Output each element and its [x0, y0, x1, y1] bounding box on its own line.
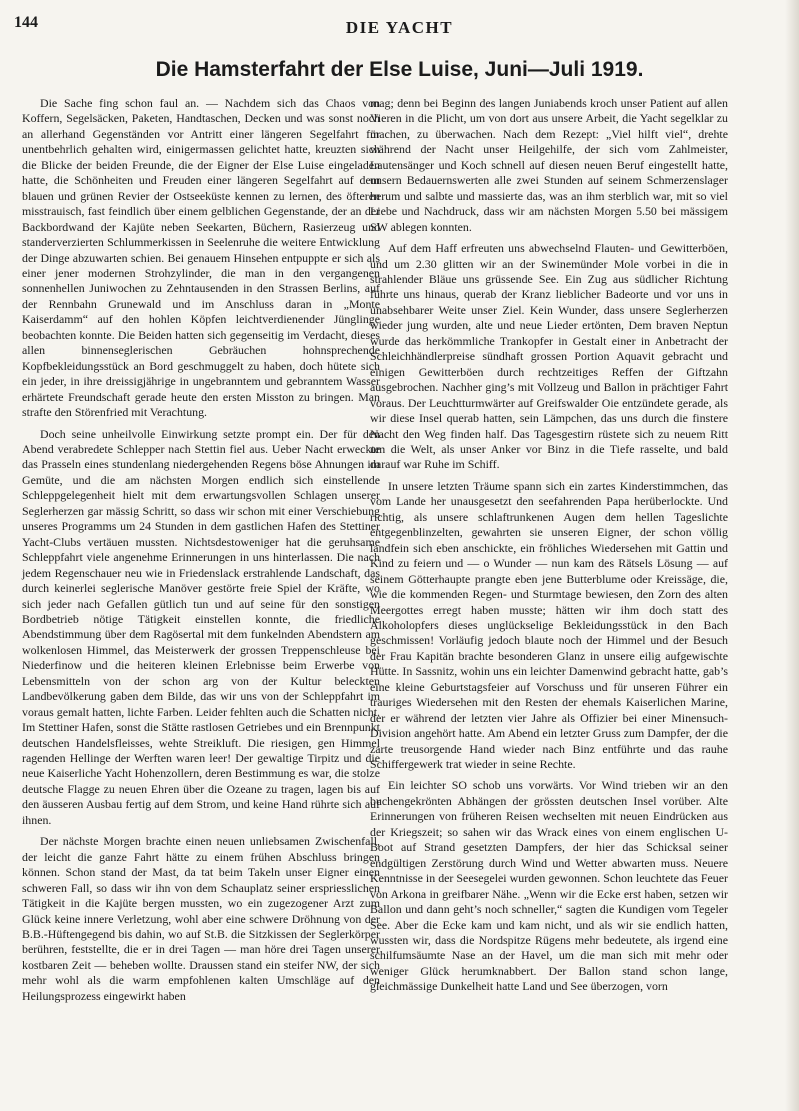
right-column: [370, 96, 728, 1001]
journal-title: DIE YACHT: [345, 18, 454, 37]
paragraph: Die Sache fing schon faul an. — Nachdem sich das Chaos von Koffern, Segelsäcken, Paketen, Handtaschen, Decken und was sonst noch an allerhand Gegenständen vor Antritt einer längeren Segelfahrt für unentbehrlich gehalten wird, einigermassen gelichtet hatte, kreuzten sich die Blicke der beiden Freunde, die der Eigner der Else Luise eingeladen hatte, die Schönheiten und Freuden einer längeren Segelfahrt auf dem blauen und grünen Revier der Ostseeküste kennen zu lernen, des öfteren misstrauisch, fast feindlich über einem gelblichen Gegenstande, der an der Backbordwand der Kajüte neben Seekarten, Büchern, Rasierzeug und standerverzierten Schlummerkissen in Seelenruhe die weitere Entwicklung der Dinge abzuwarten schien. Bei genauem Hinsehen entpuppte er sich als einer jener modernen Strohzylinder, die man in den vergangenen sonnenhellen Juniwochen zu Zehntausenden in den Strassen Berlins, auf der Rennbahn Grunewald und im Anschluss daran in „Monte Kaiserdamm“ auf den hohlen Köpfen leichtverdienender Jünglinge beobachten konnte. Die Beiden hatten sich gegenseitig im Verdacht, dieses allen binnenseglerischen Gebräuchen hohnsprechende Kopfbekleidungsstück an Bord geschmuggelt zu haben, doch hütete sich ein jeder, in ihre dreissigjährige in ungebranntem und gebranntem Wasser erhärtete Freundschaft gerade heute den ersten Misston zu bringen. Man strafte den Störenfried mit Verachtung.: [22, 96, 380, 420]
paragraph: Ein leichter SO schob uns vorwärts. Vor Wind trieben wir an den buchengekrönten Abhängen der grössten deutschen Insel vorüber. Alte Erinnerungen von früheren Reisen wechselten mit neuen Eindrücken aus der Kriegszeit; so sahen wir das Wrack eines von einem englischen U-Boot auf Strand gesetzten Dampfers, der hier das Schicksal seiner endgültigen Zerstörung durch Wind und Wetter abwarten muss. Neuere Kenntnisse in der Seesegelei wurden gewonnen. Schon leuchtete das Feuer von Arkona in greifbarer Nähe. „Wenn wir die Ecke erst haben, setzen wir Ballon und dann geht’s noch schneller,“ sagten die Kundigen vom Tegeler See. Aber die Ecke kam und kam nicht, und als wir sie endlich hatten, wussten wir, dass die Nordspitze Rügens mehr bedeutete, als irgend eine schilfumsäumte Nase an der Havel, um die man sich mit mehr oder weniger Glück herumknabbert. Der Ballon stand schon lange, gleichmässige Dunkelheit hatte Land und See überzogen, vorn: [370, 778, 728, 994]
left-column: [22, 96, 380, 1010]
paragraph: mag; denn bei Beginn des langen Juniabends kroch unser Patient auf allen Vieren in die Plicht, um von dort aus unsere Arbeit, die Yacht segelklar zu machen, zu überwachen. Nach dem Rezept: „Viel hilft viel“, drehte während der Nacht unser Heilgehilfe, der sich vom Zahlmeister, Lautensänger und Koch schnell auf diesen neuen Beruf eingestellt hatte, unsern Bedauernswerten alle zwei Stunden auf seinem Schmerzenslager herum und salbte und massierte das, was an ihm sterblich war, mit so viel Liebe und Nachdruck, dass wir am nächsten Morgen 5.50 bei mässigem SW ablegen konnten.: [370, 96, 728, 234]
paragraph: In unsere letzten Träume spann sich ein zartes Kinderstimmchen, das vom Lande her unausgesetzt den seefahrenden Papa herüberlockte. Und richtig, als unsere schlaftrunkenen Augen dem hellen Tageslichte entgegenblinzelten, gewahrten sie unseren Eigner, der schon völlig landfein sich eben anschickte, ein fröhliches Wiedersehen mit Gattin und Kind zu feiern und — o Wunder — nun kam des Rätsels Lösung — auf seinem Götterhaupte prangte eben jene Butterblume oder Kreissäge, die, wie die kommenden Regen- und Sturmtage bewiesen, den Zorn des alten Meergottes erregt haben musste; hätten wir ihm doch statt des Alkoholopfers dieses unglückselige Bekleidungsstück in den Bach geschmissen! Vorläufig jedoch blaute noch der Himmel und der Besuch der Frau Kapitän brachte besonderen Glanz in unsere eilig aufgewischte Hütte. In Sassnitz, wohin uns ein leichter Damenwind gebracht hatte, gab’s eine kleine Geburtstagsfeier auf Vorschuss und für unseren Führer ein trauriges Wiedersehen mit den Resten der ehemals Kaiserlichen Marine, der er während der letzten vier Jahre als Offizier bei einer Minensuch-Division angehört hatte. Am Abend ein letzter Gruss zum Dampfer, der die zarte treusorgende Hand wieder nach Binz entführte und das rauhe Schiffergewerk trat wieder in seine Rechte.: [370, 478, 728, 772]
paragraph: Doch seine unheilvolle Einwirkung setzte prompt ein. Der für den Abend verabredete Schlepper nach Stettin fiel aus. Ueber Nacht erweckte das Prasseln eines stundenlang niedergehenden Regens böse Ahnungen im Gemüte, und die am nächsten Morgen endlich sich einstellende Schleppgelegenheit hielt mit dem erwartungsvollen Schlagen unserer Seglerherzen gar mässig Schritt, so dass wir schon mit einer Verschiebung unseres Programms um 24 Stunden in dem gastlichen Hafen des Stettiner Yacht-Clubs vertäuen mussten. Nichtsdestoweniger hat die geruhsame Schleppfahrt viele angenehme Erinnerungen in uns hinterlassen. Die nach jedem Regenschauer neu wie in Friedenslack erstrahlende Landschaft, das durch keinerlei seglerische Manöver gestörte freie Spiel der Kräfte, wo sich jeder nach Gefallen gütlich tun und auf seine für den sonstigen Bordbetrieb nötige Tätigkeit einstellen konnte, die friedliche Abendstimmung über dem Ragösertal mit dem funkelnden Abendstern am wolkenlosen Himmel, das Meisterwerk der grossen Treppenschleuse bei Niederfinow und die heiteren kleinen Erlebnisse beim Erwerbe von Lebensmitteln von der schon arg von der Kultur beleckten Landbevölkerung gaben dem Bilde, das wir uns von der Schleppfahrt im voraus gemalt hatten, lichte Farben. Leider fehlten auch die Schatten nicht. Im Stettiner Hafen, sonst die Stätte rastlosen Getriebes und ein Brennpunkt deutschen Handelsfleisses, wehte Streikluft. Die riesigen, gen Himmel ragenden Hellinge der Werften waren leer! Der gewaltige Tirpitz und die neue Kaiserliche Yacht Hohenzollern, deren Bestimmung es war, die stolze deutsche Flagge zu neuen Ehren über die Ozeane zu tragen, lagen bis auf den äusseren Ausbau fertig auf dem Strom, und keine Hand rührte sich auf ihnen.: [22, 426, 380, 827]
paragraph: Der nächste Morgen brachte einen neuen unliebsamen Zwischenfall, der leicht die ganze Fahrt hätte zu einem frühen Abschluss bringen können. Schon stand der Mast, da tat beim Takeln unser Eigner einen schweren Fall, so dass wir ihn von dem Schauplatz seiner erspriesslichen Tätigkeit in die Kajüte bergen mussten, wo ein zugezogener Arzt zum Glück keine innere Verletzung, wohl aber eine schwere Dröhnung von der B.B.-Hüftengegend bis dahin, wo auf St.B. die Sitzkissen der Seglerkörper berühren, feststellte, die er in drei Tagen — man höre drei Tagen unserer kostbaren Zeit — beheben wollte. Draussen stand ein steifer NW, der sich mehr wohl als die warm empfohlenen kalten Umschläge auf den Heilungsprozess eingewirkt haben: [22, 834, 380, 1003]
article-title: Die Hamsterfahrt der Else Luise, Juni—Juli 1919.: [155, 58, 644, 81]
paragraph: Auf dem Haff erfreuten uns abwechselnd Flauten- und Gewitterböen, und um 2.30 glitten wir an der Swinemünder Mole vorbei in die in strahlender Bläue uns grüssende See. Ein Zug aus südlicher Richtung führte uns hinaus, querab der Kranz lieblicher Badeorte und vor uns in unabsehbarer Weite unser Ziel. Kein Wunder, dass unsere Seglerherzen wieder jung wurden, alte und neue Lieder ertönten, Dem braven Neptun wurde das herkömmliche Trankopfer in Gestalt einer in Anbetracht der Schleichhändlerpreise sündhaft grossen Portion Aquavit gebracht und einigen Gewitterböen durch rechtzeitiges Reffen der Giftzahn ausgebrochen. Nachher ging’s mit Vollzeug und Ballon in prächtiger Fahrt voraus. Der Leuchtturmwärter auf Greifswalder Oie entzündete gerade, als wir diese Insel querab hatten, sein Lämpchen, das uns durch die finstere Nacht den Weg finden half. Das Tagesgestirn rüstete sich zu neuem Ritt um die Welt, als unser Anker vor Binz in die Tiefe rasselte, und bald darauf war Ruhe im Schiff.: [370, 241, 728, 472]
page-number: 144: [14, 14, 38, 31]
scan-edge-shadow: [785, 0, 799, 1111]
